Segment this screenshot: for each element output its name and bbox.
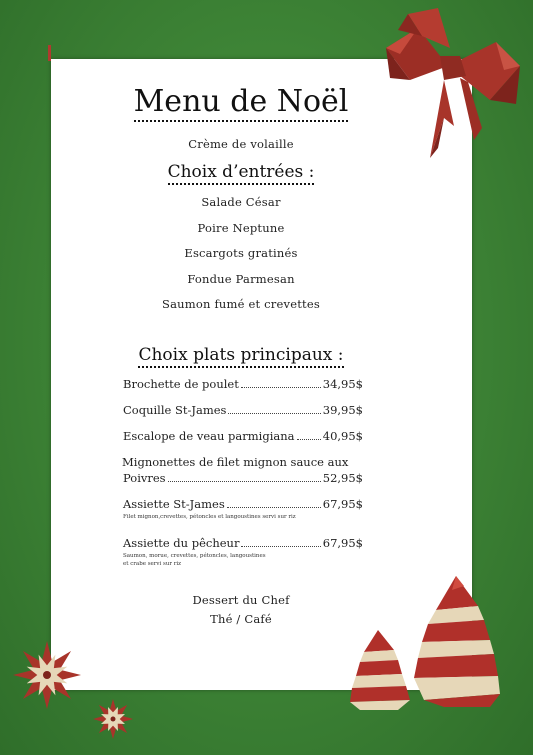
main-course-description: Saumon, morue, crevettes, pétoncles, langoustines xyxy=(123,553,266,559)
main-course-description: et crabe servi sur riz xyxy=(123,561,182,567)
main-course-row xyxy=(123,497,363,511)
main-course-name: Poivres xyxy=(123,471,166,485)
main-course-price: 40,95$ xyxy=(322,429,363,443)
entrees-title: Choix d’entrées : xyxy=(0,162,482,182)
christmas-tree-icon xyxy=(414,576,500,707)
mains-title: Choix plats principaux : xyxy=(0,345,482,365)
main-course-row xyxy=(123,536,363,550)
main-course-name: Brochette de poulet xyxy=(123,377,239,391)
main-course-name: Assiette St-James xyxy=(123,497,225,511)
snowflake-ornament-icon xyxy=(12,640,82,710)
entree-item: Salade César xyxy=(201,195,281,209)
dot-leader xyxy=(241,378,321,388)
main-course-description: Filet mignon,crevettes, pétoncles et langoustines servi sur riz xyxy=(123,514,296,520)
main-course-row xyxy=(123,403,363,417)
main-course-price: 67,95$ xyxy=(322,497,363,511)
dot-leader xyxy=(241,537,320,547)
dot-leader xyxy=(168,472,321,482)
dessert-item: Dessert du Chef xyxy=(192,593,290,607)
dot-leader xyxy=(228,404,320,414)
main-course-row xyxy=(123,377,363,391)
menu-title: Menu de Noël xyxy=(0,84,482,119)
dot-leader xyxy=(227,498,321,508)
main-course-row xyxy=(123,471,363,485)
entree-item: Escargots gratinés xyxy=(184,246,298,260)
bow-icon xyxy=(378,8,523,160)
dot-leader xyxy=(297,430,321,440)
entree-item: Poire Neptune xyxy=(197,221,285,235)
main-course-price: 67,95$ xyxy=(322,536,363,550)
christmas-tree-icon xyxy=(350,630,410,710)
snowflake-ornament-icon xyxy=(92,698,134,740)
main-course-name-line: Mignonettes de filet mignon sauce aux xyxy=(122,455,349,469)
entree-item: Saumon fumé et crevettes xyxy=(162,297,320,311)
main-course-name: Coquille St-James xyxy=(123,403,227,417)
drinks-item: Thé / Café xyxy=(210,612,272,626)
main-course-price: 52,95$ xyxy=(322,471,363,485)
main-course-price: 39,95$ xyxy=(322,403,363,417)
entree-item: Fondue Parmesan xyxy=(187,272,295,286)
main-course-row xyxy=(123,429,363,443)
main-course-price: 34,95$ xyxy=(322,377,363,391)
main-course-name: Assiette du pêcheur xyxy=(123,536,240,550)
main-course-name: Escalope de veau parmigiana xyxy=(123,429,295,443)
starter-item: Crème de volaille xyxy=(188,137,294,151)
